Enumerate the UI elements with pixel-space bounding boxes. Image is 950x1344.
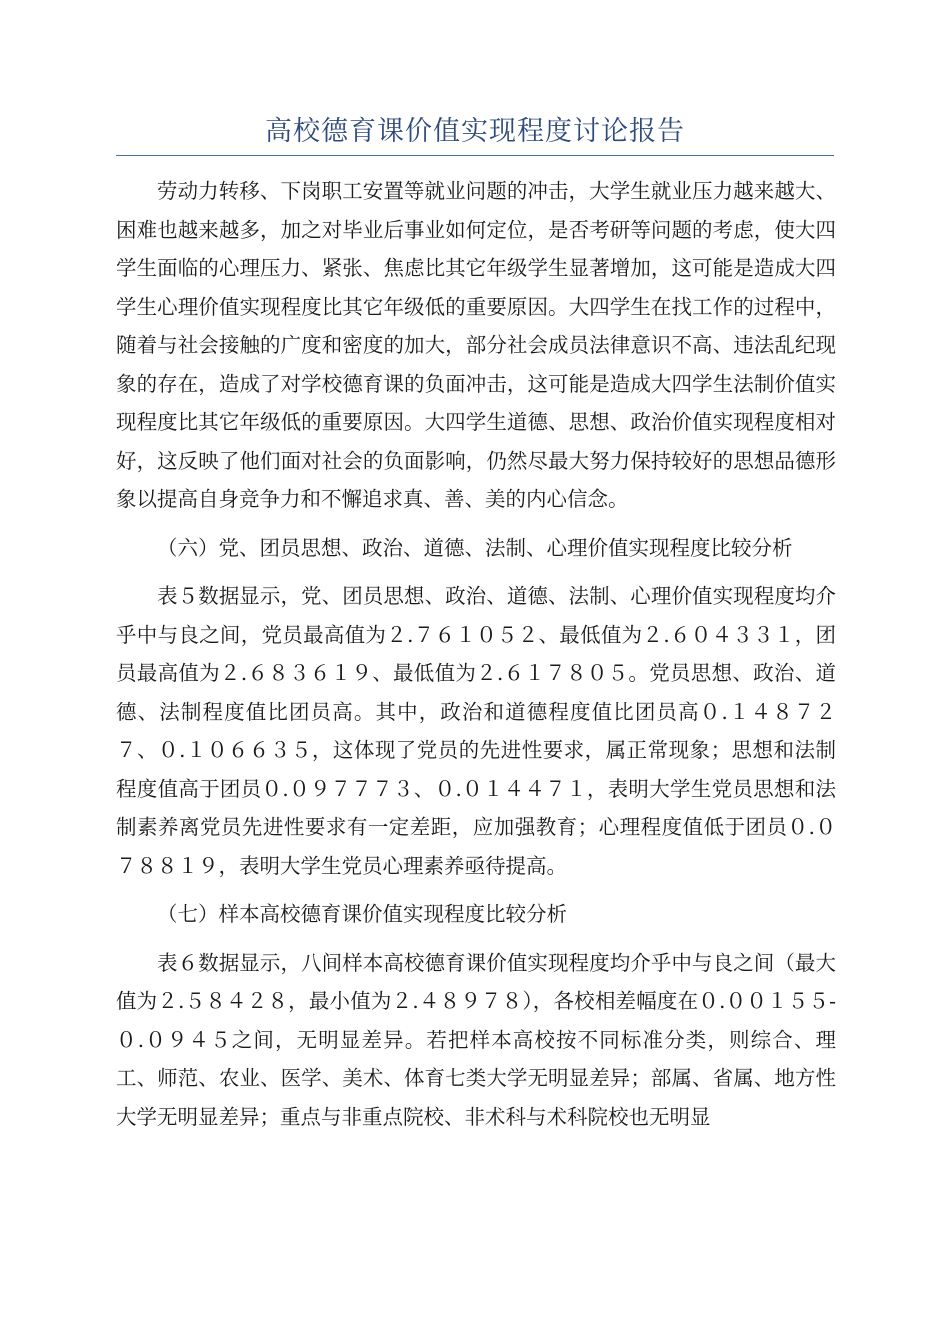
paragraph-table5-analysis: 表５数据显示，党、团员思想、政治、道德、法制、心理价值实现程度均介乎中与良之间，党员最高值为２.７６１０５２、最低值为２.６０４３３１，团员最高值为２.６８３６１９、最低值为２.６１７８０５。党员思想、政治、道德、法制程度值比团员高。其中，政治和道德程度值比团员高０.１４８７２７、０.１０６６３５，这体现了党员的先进性要求，属正常现象；思想和法制程度值高于团员０.０９７７７３、０.０１４４７１，表明大学生党员思想和法制素养离党员先进性要求有一定差距，应加强教育；心理程度值低于团员０.０７８８１９，表明大学生党员心理素养亟待提高。 xyxy=(116,584,836,878)
paragraph-employment-pressure: 劳动力转移、下岗职工安置等就业问题的冲击，大学生就业压力越来越大、困难也越来越多，加之对毕业后事业如何定位，是否考研等问题的考虑，使大四学生面临的心理压力、紧张、焦虑比其它年级学生显著增加，这可能是造成大四学生心理价值实现程度比其它年级低的重要原因。大四学生在找工作的过程中，随着与社会接触的广度和密度的加大，部分社会成员法律意识不高、违法乱纪现象的存在，造成了对学校德育课的负面冲击，这可能是造成大四学生法制价值实现程度比其它年级低的重要原因。大四学生道德、思想、政治价值实现程度相对好，这反映了他们面对社会的负面影响，仍然尽最大努力保持较好的思想品德形象以提高自身竞争力和不懈追求真、善、美的内心信念。 xyxy=(116,179,836,511)
section-heading-7: （七）样本高校德育课价值实现程度比较分析 xyxy=(157,902,567,926)
title-underline xyxy=(116,155,834,156)
section-heading-6: （六）党、团员思想、政治、道德、法制、心理价值实现程度比较分析 xyxy=(157,535,793,560)
document-title: 高校德育课价值实现程度讨论报告 xyxy=(265,116,685,147)
document-body xyxy=(116,172,836,1136)
paragraph-table6-analysis: 表６数据显示，八间样本高校德育课价值实现程度均介乎中与良之间（最大值为２.５８４２８，最小值为２.４８９７８），各校相差幅度在０.００１５５-０.０９４５之间，无明显差异。若把样本高校按不同标准分类，则综合、理工、师范、农业、医学、美术、体育七类大学无明显差异；部属、省属、地方性大学无明显差异；重点与非重点院校、非术科与术科院校也无明显 xyxy=(116,950,836,1129)
